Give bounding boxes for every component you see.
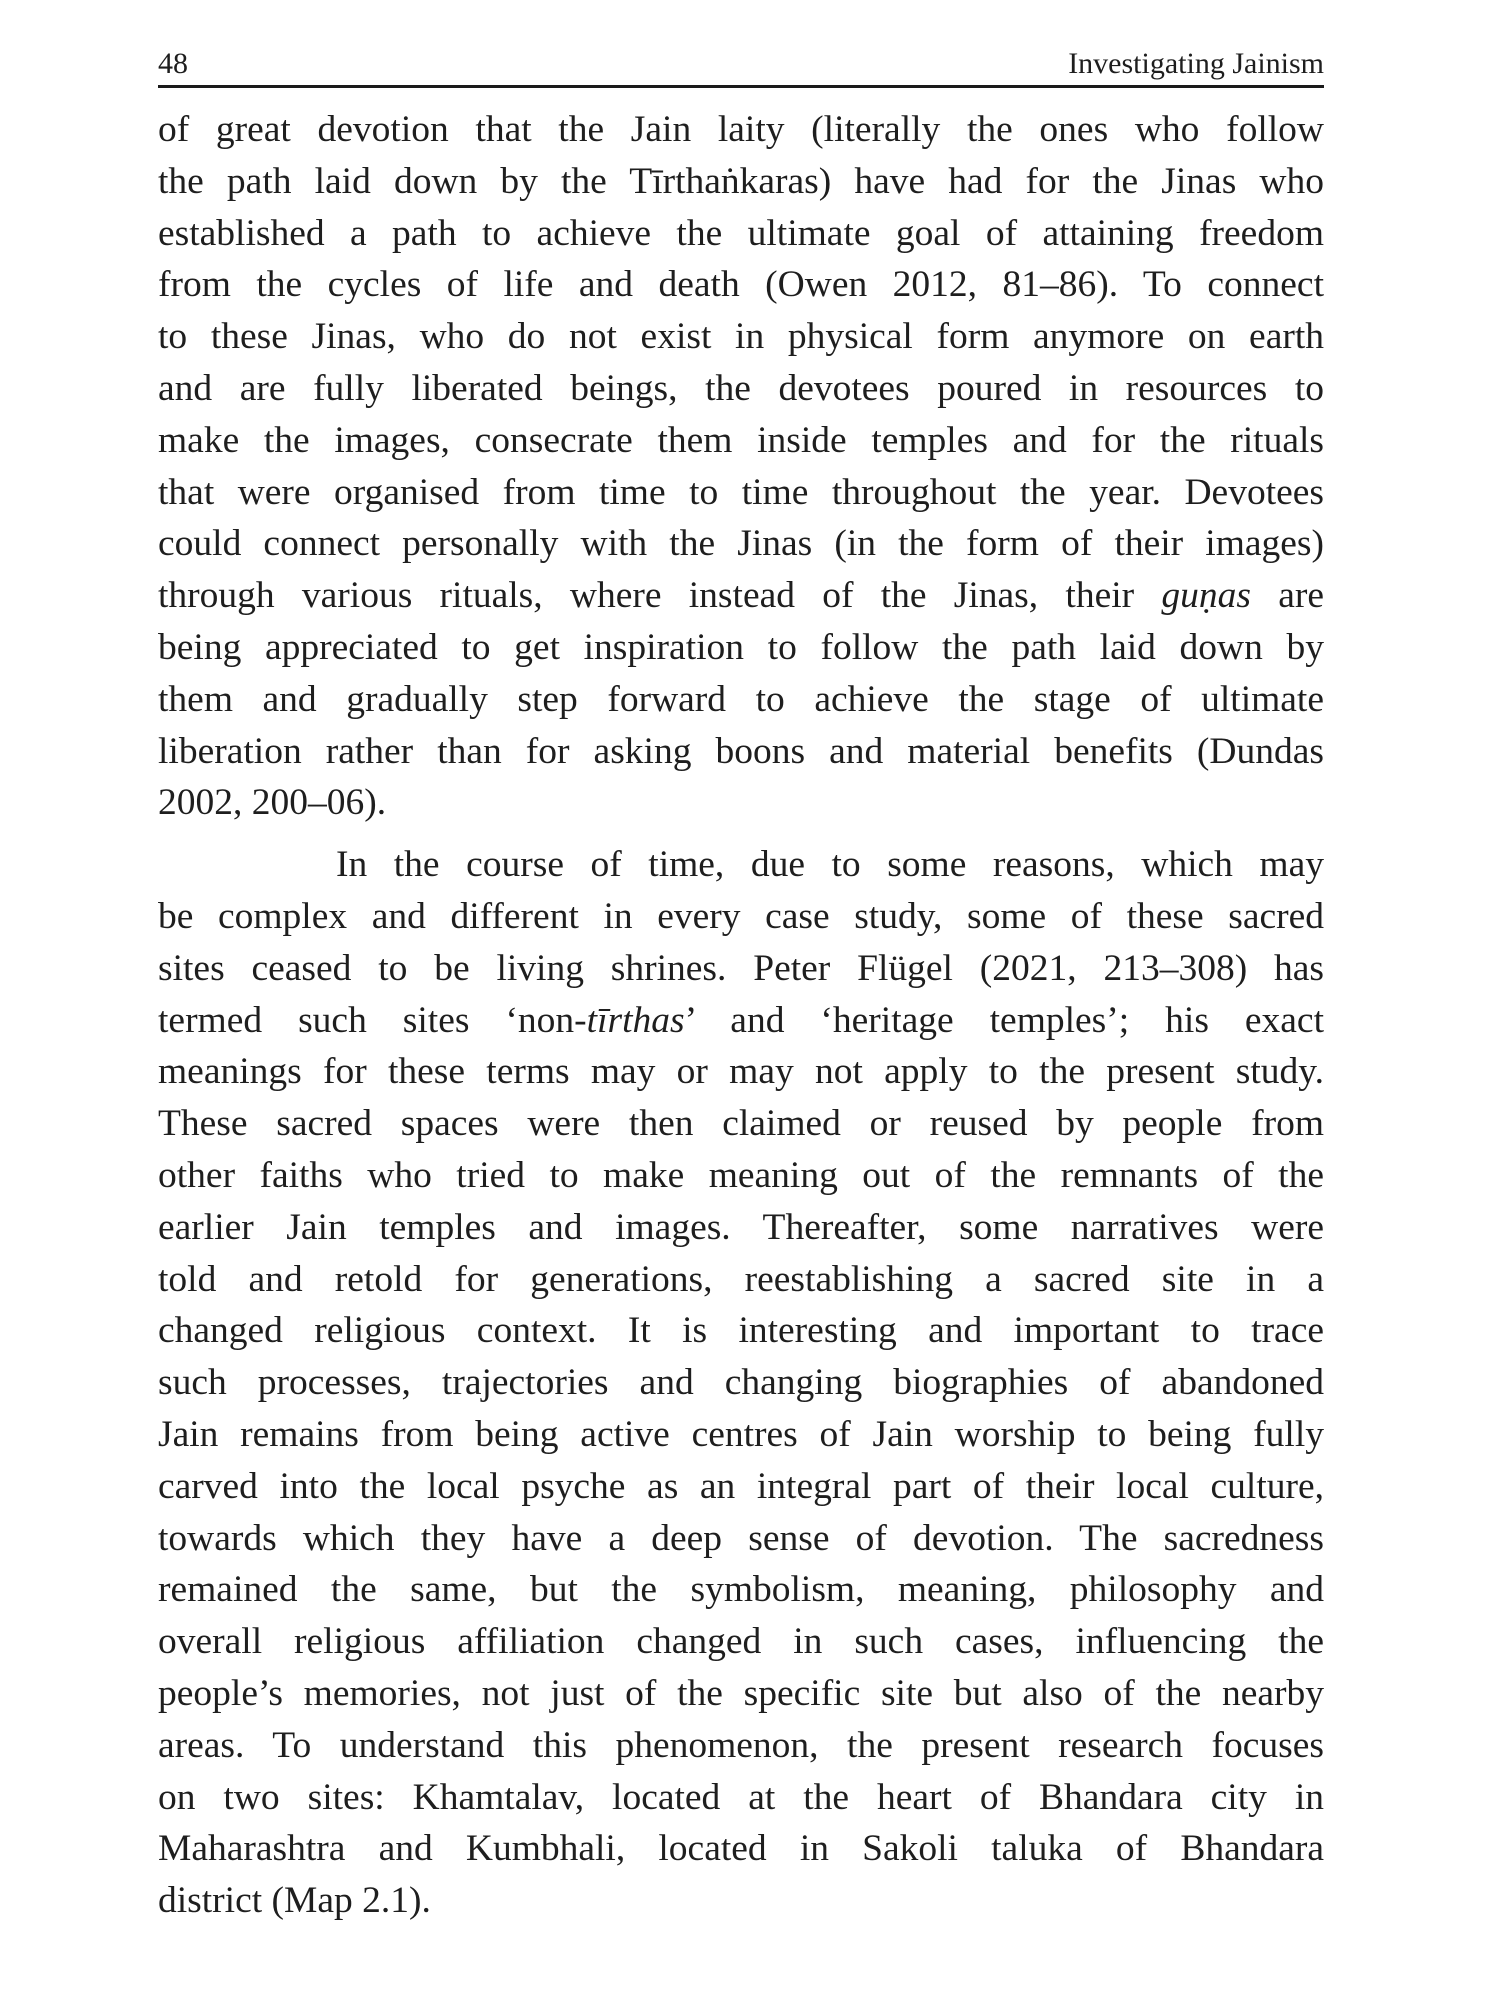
running-title: Investigating Jainism (1068, 47, 1324, 80)
text-line: through various rituals, where instead of the Jinas, their guṇas are (158, 575, 1324, 617)
text-line: carved into the local psyche as an integral part of their local culture, (158, 1465, 1324, 1507)
paragraph-1 (158, 104, 1324, 829)
text-line: such processes, trajectories and changing biographies of abandoned (158, 1362, 1324, 1404)
text-line: overall religious affiliation changed in such cases, influencing the (158, 1621, 1324, 1663)
text-line: 2002, 200–06). (158, 782, 387, 824)
text-line: district (Map 2.1). (158, 1880, 431, 1922)
text-line: In the course of time, due to some reasons, which may (336, 844, 1324, 886)
text-line: other faiths who tried to make meaning out of the remnants of the (158, 1154, 1324, 1196)
text-line: Jain remains from being active centres of Jain worship to being fully (158, 1413, 1324, 1455)
body-text (158, 104, 1324, 1927)
running-head (158, 44, 1324, 84)
text-line: from the cycles of life and death (Owen 2012, 81–86). To connect (158, 264, 1324, 306)
text-line: earlier Jain temples and images. Thereafter, some narratives were (158, 1206, 1324, 1248)
text-line: being appreciated to get inspiration to follow the path laid down by (158, 626, 1324, 668)
text-line: the path laid down by the Tīrthaṅkaras) have had for the Jinas who (158, 160, 1324, 202)
text-line: established a path to achieve the ultimate goal of attaining freedom (158, 212, 1324, 254)
text-line: changed religious context. It is interesting and important to trace (158, 1310, 1324, 1352)
text-line: told and retold for generations, reestablishing a sacred site in a (158, 1258, 1324, 1300)
italic-term: guṇas (1161, 575, 1251, 617)
text-line: These sacred spaces were then claimed or reused by people from (158, 1103, 1324, 1145)
text-line: to these Jinas, who do not exist in physical form anymore on earth (158, 316, 1324, 358)
page-number: 48 (158, 47, 188, 80)
text-line: areas. To understand this phenomenon, the present research focuses (158, 1724, 1324, 1766)
text-line: that were organised from time to time throughout the year. Devotees (158, 471, 1324, 513)
text-line: Maharashtra and Kumbhali, located in Sakoli taluka of Bhandara (158, 1828, 1324, 1870)
text-line: termed such sites ‘non-tīrthas’ and ‘heritage temples’; his exact (158, 999, 1324, 1041)
text-line: could connect personally with the Jinas (in the form of their images) (158, 523, 1324, 565)
text-line: be complex and different in every case study, some of these sacred (158, 895, 1324, 937)
header-rule (158, 85, 1324, 88)
text-line: make the images, consecrate them inside temples and for the rituals (158, 419, 1324, 461)
text-line: on two sites: Khamtalav, located at the heart of Bhandara city in (158, 1776, 1324, 1818)
text-line: people’s memories, not just of the specific site but also of the nearby (158, 1672, 1324, 1714)
text-line: remained the same, but the symbolism, meaning, philosophy and (158, 1569, 1324, 1611)
paragraph-2 (158, 839, 1324, 1927)
text-line: meanings for these terms may or may not apply to the present study. (158, 1051, 1324, 1093)
text-line: towards which they have a deep sense of devotion. The sacredness (158, 1517, 1324, 1559)
paragraph-gap (158, 829, 1324, 839)
text-line: liberation rather than for asking boons and material benefits (Dundas (158, 730, 1324, 772)
italic-term: tīrthas (586, 999, 685, 1041)
text-line: them and gradually step forward to achieve the stage of ultimate (158, 678, 1324, 720)
text-line: of great devotion that the Jain laity (literally the ones who follow (158, 109, 1324, 150)
text-line: and are fully liberated beings, the devotees poured in resources to (158, 367, 1324, 409)
text-line: sites ceased to be living shrines. Peter Flügel (2021, 213–308) has (158, 947, 1324, 989)
